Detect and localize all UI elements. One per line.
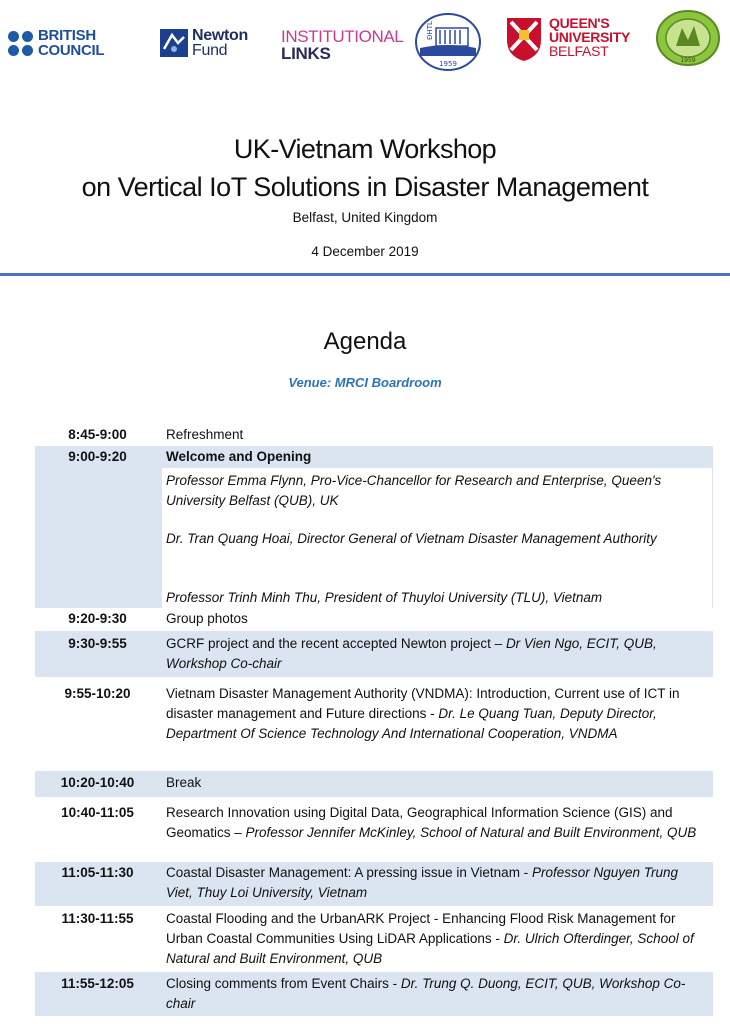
agenda-heading: Agenda xyxy=(323,328,407,355)
speaker-2: Dr. Tran Quang Hoai, Director General of Vietnam Disaster Management Authority xyxy=(166,531,657,546)
row-time: 10:40-11:05 xyxy=(61,805,134,820)
newton-fund-line1: Newton xyxy=(192,27,248,44)
row-speaker: Professor Jennifer McKinley, School of Natural and Built Environment, QUB xyxy=(245,825,697,840)
location: Belfast, United Kingdom xyxy=(292,210,438,225)
row-time: 9:20-9:30 xyxy=(68,611,127,626)
british-council-dots-icon xyxy=(8,31,33,56)
row-text: GCRF project and the recent accepted Newton project – xyxy=(166,636,506,651)
row-speaker: Professor Nguyen Trung Viet, Thuy Loi University, Vietnam xyxy=(166,865,679,900)
row-time: 11:55-12:05 xyxy=(61,976,134,991)
tlu-year: 1959 xyxy=(680,57,696,64)
institutional-links-line1: INSTITUTIONAL xyxy=(281,27,404,46)
row-text: Research Innovation using Digital Data, Geographical Information Science (GIS) and Geomatics – xyxy=(166,805,673,840)
dhtl-letters: ĐHTL xyxy=(426,21,434,40)
newton-fund-icon xyxy=(160,29,188,57)
row-text: Group photos xyxy=(166,611,248,626)
row-time: 8:45-9:00 xyxy=(68,427,127,442)
qub-line3: BELFAST xyxy=(549,43,609,59)
british-council-line1: BRITISH xyxy=(38,27,96,44)
row-text: Coastal Disaster Management: A pressing issue in Vietnam - xyxy=(166,865,532,880)
british-council-line2: COUNCIL xyxy=(38,42,105,59)
title-line1: UK-Vietnam Workshop xyxy=(233,134,497,164)
row-speaker: Dr. Trung Q. Duong, ECIT, QUB, Workshop Co-chair xyxy=(166,976,686,1011)
row-time: 11:30-11:55 xyxy=(61,911,134,926)
row-text: Break xyxy=(166,775,202,790)
date: 4 December 2019 xyxy=(311,244,419,259)
row-title: Welcome and Opening xyxy=(166,449,312,464)
qub-crest-icon xyxy=(505,16,543,62)
row-speaker: Dr. Ulrich Ofterdinger, School of Natural and Built Environment, QUB xyxy=(166,931,694,966)
tlu-seal-logo xyxy=(656,10,720,71)
newton-fund-logo xyxy=(160,28,248,58)
newton-fund-line2: Fund xyxy=(192,42,228,59)
qub-line2: UNIVERSITY xyxy=(549,29,631,45)
institutional-links-line2: LINKS xyxy=(281,44,331,63)
row-speaker: Dr. Le Quang Tuan, Deputy Director, Department Of Science Technology And International Cooperation, VNDMA xyxy=(166,706,657,741)
row-time: 10:20-10:40 xyxy=(60,775,135,790)
dhtl-year: 1959 xyxy=(439,60,457,68)
institutional-links-logo xyxy=(281,28,403,62)
title-line2: on Vertical IoT Solutions in Disaster Management xyxy=(81,172,649,202)
row-time: 9:30-9:55 xyxy=(68,636,127,651)
row-speaker: Dr Vien Ngo, ECIT, QUB, Workshop Co-chair xyxy=(166,636,657,671)
header-divider xyxy=(0,273,730,276)
dhtl-seal-logo xyxy=(414,12,482,77)
qub-line1: QUEEN'S xyxy=(549,15,610,31)
logo-bar xyxy=(0,0,730,80)
british-council-logo xyxy=(8,28,104,58)
venue: Venue: MRCI Boardroom xyxy=(288,375,442,390)
row-text: Vietnam Disaster Management Authority (VNDMA): Introduction, Current use of ICT in disaster management and Future directions - xyxy=(166,686,680,721)
speaker-3: Professor Trinh Minh Thu, President of Thuyloi University (TLU), Vietnam xyxy=(166,590,603,605)
row-time: 11:05-11:30 xyxy=(61,865,134,880)
row-text: Refreshment xyxy=(166,427,244,442)
speaker-1: Professor Emma Flynn, Pro-Vice-Chancellor for Research and Enterprise, Queen's University Belfast (QUB), UK xyxy=(166,473,662,508)
row-text: Closing comments from Event Chairs - xyxy=(166,976,401,991)
row-time: 9:00-9:20 xyxy=(68,449,127,464)
row-time: 9:55-10:20 xyxy=(64,686,131,701)
row-text: Coastal Flooding and the UrbanARK Project - Enhancing Flood Risk Management for Urban Coastal Communities Using LiDAR Applications - xyxy=(166,911,676,946)
qub-logo xyxy=(505,16,630,62)
